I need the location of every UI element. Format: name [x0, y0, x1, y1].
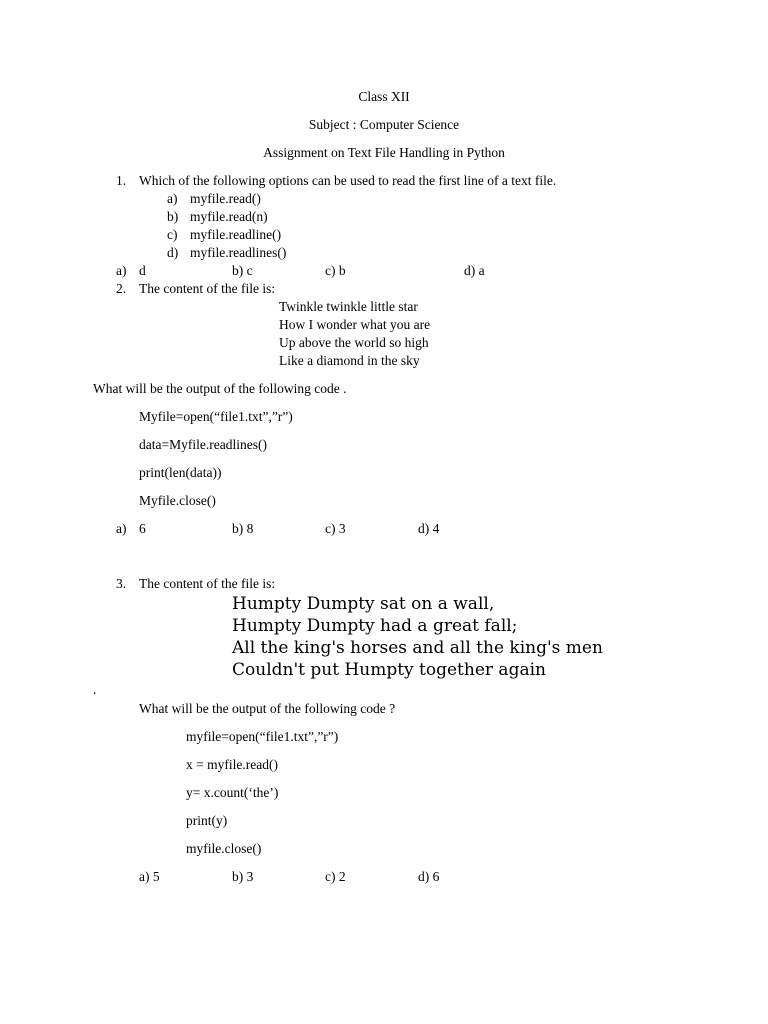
q1-answer-a-text: d — [139, 263, 146, 278]
q2-answer-a-label: a) — [116, 521, 127, 536]
q2-answer-b: b) 8 — [232, 521, 254, 536]
q2-poem-line: How I wonder what you are — [279, 317, 431, 332]
class-title: Class XII — [358, 89, 410, 104]
q1-answer-a-label: a) — [116, 263, 127, 278]
q3-answer-b: b) 3 — [232, 869, 254, 884]
q3-number: 3. — [116, 576, 127, 591]
q2-poem-line: Twinkle twinkle little star — [279, 299, 418, 314]
q3-code-line: myfile=open(“file1.txt”,”r”) — [186, 729, 339, 744]
q2-answer-d: d) 4 — [418, 521, 440, 536]
q1-option-text: myfile.readline() — [190, 227, 282, 242]
q3-answer-c: c) 2 — [325, 869, 346, 884]
q1-option-text: myfile.readlines() — [190, 245, 287, 260]
q3-code-line: print(y) — [186, 813, 228, 828]
q3-answer-a: a) 5 — [139, 869, 160, 884]
q3-stray-dot: . — [93, 682, 97, 697]
q2-code-line: print(len(data)) — [139, 465, 222, 480]
q1-option-text: myfile.read() — [190, 191, 261, 206]
q3-code-line: y= x.count(‘the’) — [186, 785, 279, 800]
q2-poem-line: Like a diamond in the sky — [279, 353, 420, 368]
q3-poem-line: Humpty Dumpty had a great fall; — [232, 616, 518, 636]
q1-answer-c: c) b — [325, 263, 346, 278]
q1-number: 1. — [116, 173, 127, 188]
q3-code-line: myfile.close() — [186, 841, 262, 856]
q1-option-label: c) — [167, 227, 178, 242]
q3-answer-d: d) 6 — [418, 869, 440, 884]
q2-code-line: Myfile.close() — [139, 493, 216, 508]
q2-number: 2. — [116, 281, 127, 296]
q2-code-line: data=Myfile.readlines() — [139, 437, 267, 452]
q3-code-line: x = myfile.read() — [186, 757, 278, 772]
q1-question: Which of the following options can be used to read the first line of a text file. — [139, 173, 557, 188]
q2-prompt: What will be the output of the following code . — [93, 381, 347, 396]
q3-prompt: What will be the output of the following code ? — [139, 701, 396, 716]
q1-option-label: d) — [167, 245, 179, 260]
q2-poem-line: Up above the world so high — [279, 335, 429, 350]
q2-answer-c: c) 3 — [325, 521, 346, 536]
assignment-title: Assignment on Text File Handling in Python — [263, 145, 505, 160]
subject-title: Subject : Computer Science — [308, 117, 460, 132]
q1-answer-d: d) a — [464, 263, 485, 278]
q1-option-label: b) — [167, 209, 179, 224]
q2-answer-a-text: 6 — [139, 521, 146, 536]
q1-option-text: myfile.read(n) — [190, 209, 268, 224]
q3-poem-line: Humpty Dumpty sat on a wall, — [232, 594, 495, 614]
q1-option-label: a) — [167, 191, 178, 206]
q1-answer-b: b) c — [232, 263, 253, 278]
q2-code-line: Myfile=open(“file1.txt”,”r”) — [139, 409, 293, 424]
q3-poem-line: All the king's horses and all the king's men — [232, 638, 603, 658]
q3-intro: The content of the file is: — [139, 576, 276, 591]
q3-poem-line: Couldn't put Humpty together again — [232, 660, 546, 680]
q2-intro: The content of the file is: — [139, 281, 276, 296]
